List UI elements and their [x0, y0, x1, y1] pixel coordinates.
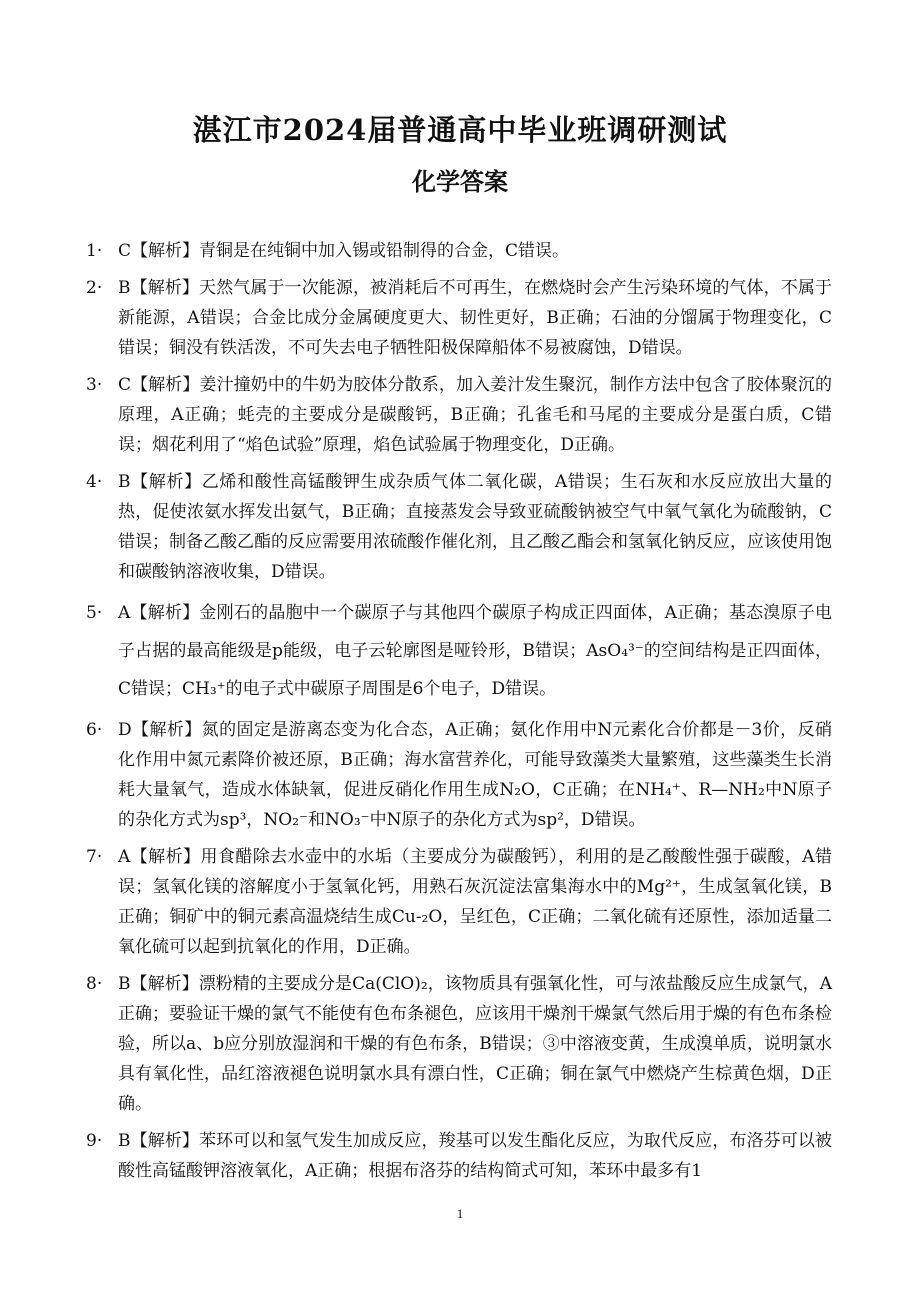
answer-text: A【解析】金刚石的晶胞中一个碳原子与其他四个碳原子构成正四面体，A正确；基态溴原子电子占据的最高能级是p能级，电子云轮廓图是哑铃形，B错误；AsO₄³⁻的空间结构是正四面体，C错误；CH₃⁺的电子式中碳原子周围是6个电子，D错误。 — [118, 603, 832, 699]
document-subtitle: 化学答案 — [412, 167, 508, 196]
answer-item-3 — [86, 370, 832, 460]
answer-text: B【解析】乙烯和酸性高锰酸钾生成杂质气体二氧化碳，A错误；生石灰和水反应放出大量的热，促使浓氨水挥发出氨气，B正确；直接蒸发会导致亚硫酸钠被空气中氧气氧化为硫酸钠，C错误；制备乙酸乙酯的反应需要用浓硫酸作催化剂，且乙酸乙酯会和氢氧化钠反应，应该使用饱和碳酸钠溶液收集，D错误。 — [118, 472, 832, 582]
page-number: 1 — [456, 1206, 464, 1221]
answer-number: 9· — [86, 1131, 103, 1151]
answer-text: A【解析】用食醋除去水壶中的水垢（主要成分为碳酸钙），利用的是乙酸酸性强于碳酸，A错误；氢氧化镁的溶解度小于氢氧化钙，用熟石灰沉淀法富集海水中的Mg²⁺，生成氢氧化镁，B正确；铜矿中的铜元素高温烧结生成Cu-₂O，呈红色，C正确；二氧化硫有还原性，添加适量二氧化硫可以起到抗氧化的作用，D正确。 — [118, 847, 832, 957]
answer-list — [86, 236, 832, 1193]
answer-number: 5· — [86, 603, 103, 623]
answer-text: B【解析】漂粉精的主要成分是Ca(ClO)₂，该物质具有强氧化性，可与浓盐酸反应生成氯气，A正确；要验证干燥的氯气不能使有色布条褪色，应该用干燥剂干燥氯气然后用于燥的有色布条检验，所以a、b应分别放湿润和干燥的有色布条，B错误；③中溶液变黄，生成溴单质，说明氯水具有氧化性，品红溶液褪色说明氯水具有漂白性，C正确；铜在氯气中燃烧产生棕黄色烟，D正确。 — [118, 974, 832, 1114]
answer-number: 1· — [86, 241, 103, 261]
answer-item-4 — [86, 467, 832, 587]
answer-item-8 — [86, 969, 832, 1119]
answer-number: 8· — [86, 974, 103, 994]
answer-text: B【解析】天然气属于一次能源，被消耗后不可再生，在燃烧时会产生污染环境的气体，不属于新能源，A错误；合金比成分金属硬度更大、韧性更好，B正确；石油的分馏属于物理变化，C错误；铜没有铁活泼，不可失去电子牺牲阳极保障船体不易被腐蚀，D错误。 — [118, 278, 832, 358]
answer-item-2 — [86, 273, 832, 363]
answer-item-9 — [86, 1126, 832, 1186]
answer-item-1 — [86, 236, 832, 266]
answer-number: 6· — [86, 720, 103, 740]
document-title: 湛江市2024届普通高中毕业班调研测试 — [192, 113, 728, 147]
answer-item-6 — [86, 715, 832, 835]
answer-number: 3· — [86, 375, 103, 395]
answer-text: C【解析】姜汁撞奶中的牛奶为胶体分散系，加入姜汁发生聚沉，制作方法中包含了胶体聚沉的原理，A正确；蚝壳的主要成分是碳酸钙，B正确；孔雀毛和马尾的主要成分是蛋白质，C错误；烟花利用了“焰色试验”原理，焰色试验属于物理变化，D正确。 — [118, 375, 832, 455]
answer-number: 4· — [86, 472, 103, 492]
answer-number: 7· — [86, 847, 103, 867]
answer-item-5 — [86, 594, 832, 708]
answer-number: 2· — [86, 278, 103, 298]
answer-text: D【解析】氮的固定是游离态变为化合态，A正确；氨化作用中N元素化合价都是－3价，反硝化作用中氮元素降价被还原，B正确；海水富营养化，可能导致藻类大量繁殖，这些藻类生长消耗大量氧气，造成水体缺氧，促进反硝化作用生成N₂O，C正确；在NH₄⁺、R—NH₂中N原子的杂化方式为sp³，NO₂⁻和NO₃⁻中N原子的杂化方式为sp²，D错误。 — [118, 720, 832, 830]
answer-text: C【解析】青铜是在纯铜中加入锡或铅制得的合金，C错误。 — [118, 241, 570, 261]
answer-item-7 — [86, 842, 832, 962]
answer-text: B【解析】苯环可以和氢气发生加成反应，羧基可以发生酯化反应，为取代反应，布洛芬可以被酸性高锰酸钾溶液氧化，A正确；根据布洛芬的结构简式可知，苯环中最多有1 — [118, 1131, 832, 1181]
